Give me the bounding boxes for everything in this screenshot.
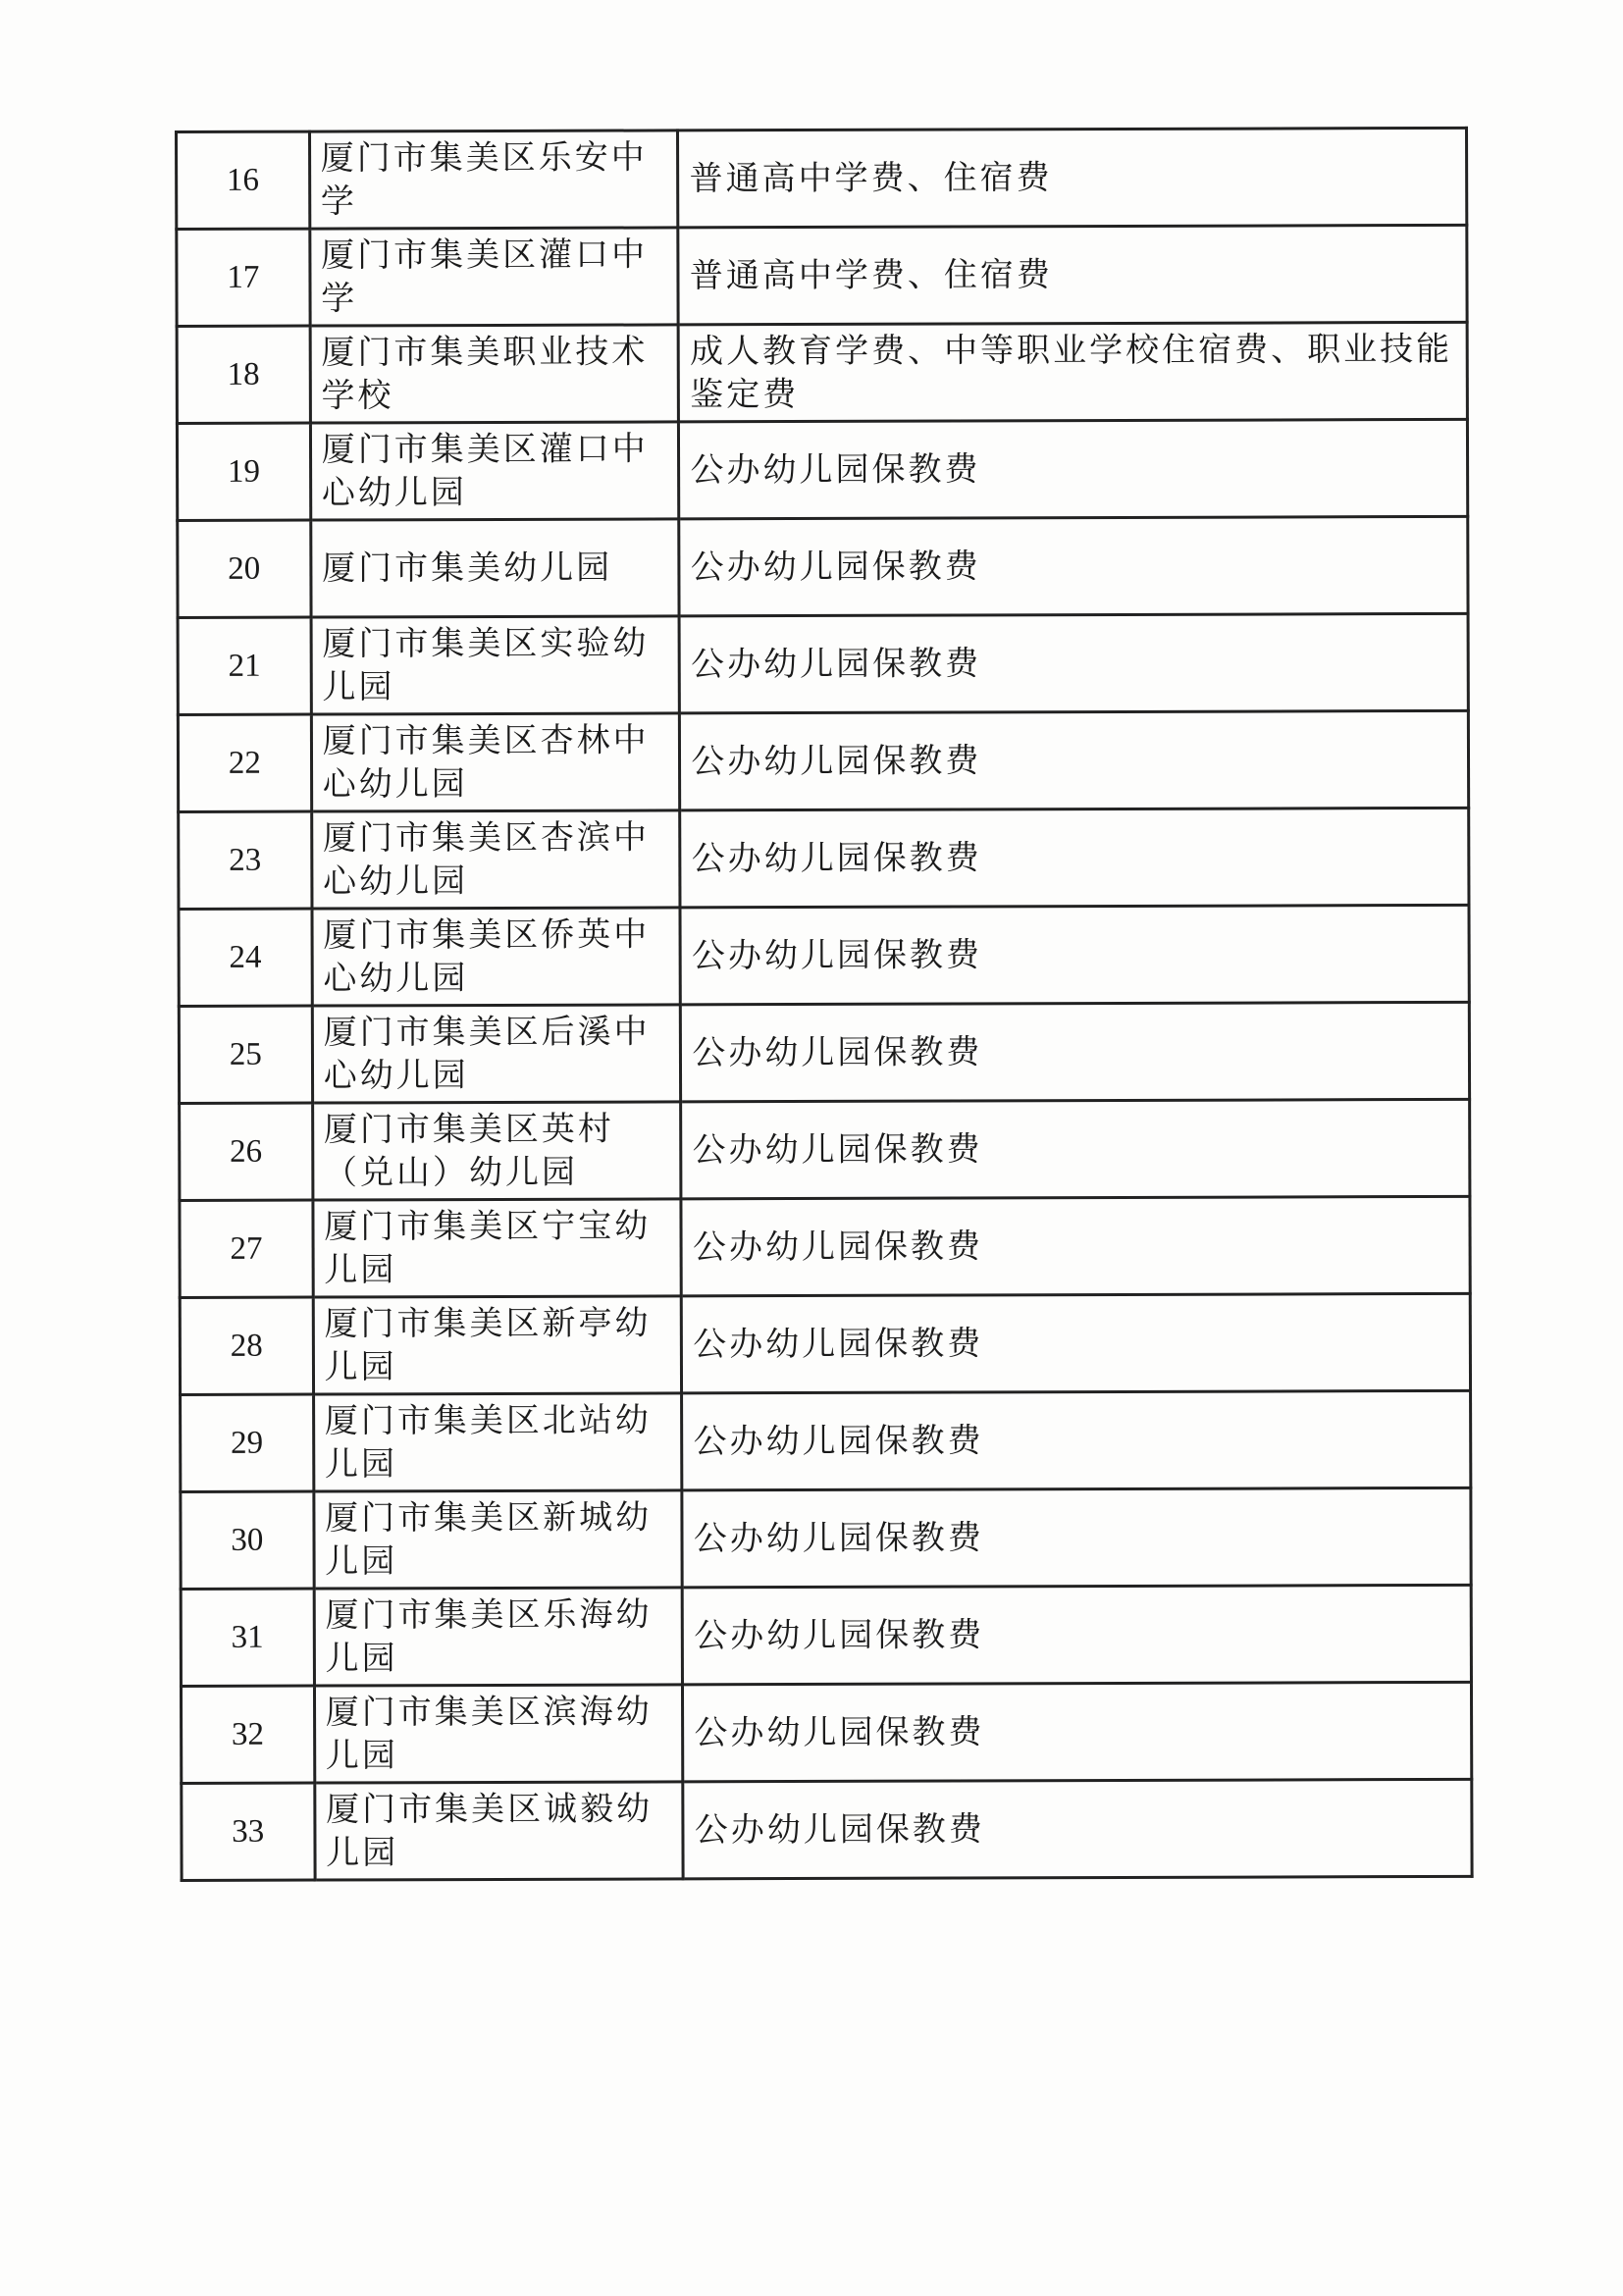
fee-type-cell: 公办幼儿园保教费	[681, 1099, 1470, 1199]
fee-type-cell: 公办幼儿园保教费	[683, 1779, 1472, 1879]
institution-name-cell: 厦门市集美区杏滨中心幼儿园	[311, 810, 680, 909]
row-number-cell: 30	[181, 1491, 314, 1589]
institution-name-cell: 厦门市集美区杏林中心幼儿园	[311, 713, 680, 811]
row-number-cell: 18	[177, 326, 310, 423]
fee-type-cell: 公办幼儿园保教费	[683, 1585, 1472, 1685]
row-number-cell: 28	[180, 1297, 313, 1394]
institution-name-cell: 厦门市集美区滨海幼儿园	[314, 1685, 683, 1783]
institution-name-cell: 厦门市集美区侨英中心幼儿园	[312, 908, 681, 1006]
institution-name-cell: 厦门市集美区灌口中学	[309, 228, 678, 326]
institution-name-cell: 厦门市集美区新亭幼儿园	[313, 1296, 682, 1394]
table-row	[181, 1682, 1471, 1783]
table-row	[177, 128, 1467, 229]
institution-name-cell: 厦门市集美区乐安中学	[309, 130, 678, 229]
fee-type-cell: 公办幼儿园保教费	[679, 613, 1468, 713]
fee-type-cell: 公办幼儿园保教费	[682, 1487, 1471, 1588]
institution-name-cell: 厦门市集美区实验幼儿园	[311, 616, 680, 714]
table-row	[178, 613, 1468, 714]
row-number-cell: 17	[177, 229, 310, 326]
table-row	[177, 225, 1467, 326]
row-number-cell: 31	[181, 1589, 314, 1686]
table-row	[182, 1779, 1472, 1880]
institution-name-cell: 厦门市集美区诚毅幼儿园	[314, 1782, 683, 1880]
institution-name-cell: 厦门市集美幼儿园	[310, 519, 679, 617]
fee-type-cell: 公办幼儿园保教费	[680, 710, 1469, 810]
table-row	[178, 516, 1468, 617]
institution-name-cell: 厦门市集美职业技术学校	[310, 325, 679, 423]
table-row	[179, 1002, 1469, 1103]
row-number-cell: 27	[180, 1200, 313, 1297]
fee-type-cell: 公办幼儿园保教费	[681, 1002, 1470, 1102]
fee-type-cell: 公办幼儿园保教费	[682, 1390, 1471, 1490]
table-row	[179, 905, 1469, 1006]
row-number-cell: 19	[177, 423, 310, 520]
row-number-cell: 20	[178, 520, 311, 617]
fee-type-cell: 公办幼儿园保教费	[680, 808, 1469, 908]
fee-type-cell: 公办幼儿园保教费	[679, 419, 1468, 519]
fee-type-cell: 公办幼儿园保教费	[679, 516, 1468, 616]
institution-name-cell: 厦门市集美区灌口中心幼儿园	[310, 422, 679, 520]
table-row	[180, 1293, 1470, 1394]
fee-type-cell: 成人教育学费、中等职业学校住宿费、职业技能鉴定费	[678, 322, 1467, 422]
table-row	[180, 1099, 1470, 1200]
row-number-cell: 24	[179, 909, 312, 1006]
row-number-cell: 16	[177, 131, 310, 229]
fee-type-cell: 公办幼儿园保教费	[681, 1196, 1470, 1296]
table-row	[181, 1390, 1471, 1491]
fee-table	[175, 127, 1474, 1882]
table-row	[177, 419, 1467, 520]
row-number-cell: 29	[181, 1394, 314, 1491]
fee-type-cell: 公办幼儿园保教费	[683, 1682, 1472, 1782]
fee-type-cell: 普通高中学费、住宿费	[678, 225, 1467, 325]
row-number-cell: 26	[180, 1103, 313, 1200]
institution-name-cell: 厦门市集美区宁宝幼儿园	[313, 1199, 682, 1297]
row-number-cell: 25	[179, 1006, 312, 1103]
fee-table-body	[177, 128, 1473, 1880]
institution-name-cell: 厦门市集美区北站幼儿园	[313, 1393, 682, 1491]
institution-name-cell: 厦门市集美区后溪中心幼儿园	[312, 1005, 681, 1103]
institution-name-cell: 厦门市集美区乐海幼儿园	[314, 1588, 683, 1686]
table-row	[178, 710, 1468, 811]
fee-type-cell: 普通高中学费、住宿费	[678, 128, 1467, 228]
fee-type-cell: 公办幼儿园保教费	[680, 905, 1469, 1005]
row-number-cell: 21	[178, 617, 311, 714]
row-number-cell: 32	[181, 1686, 314, 1783]
table-row	[180, 1196, 1470, 1297]
table-row	[181, 1585, 1471, 1686]
row-number-cell: 33	[182, 1783, 315, 1880]
table-row	[181, 1487, 1471, 1589]
fee-type-cell: 公办幼儿园保教费	[682, 1293, 1471, 1393]
institution-name-cell: 厦门市集美区新城幼儿园	[314, 1490, 683, 1589]
table-row	[179, 808, 1469, 909]
institution-name-cell: 厦门市集美区英村（兑山）幼儿园	[312, 1102, 681, 1200]
table-row	[177, 322, 1467, 423]
row-number-cell: 22	[178, 714, 311, 811]
row-number-cell: 23	[179, 811, 312, 909]
